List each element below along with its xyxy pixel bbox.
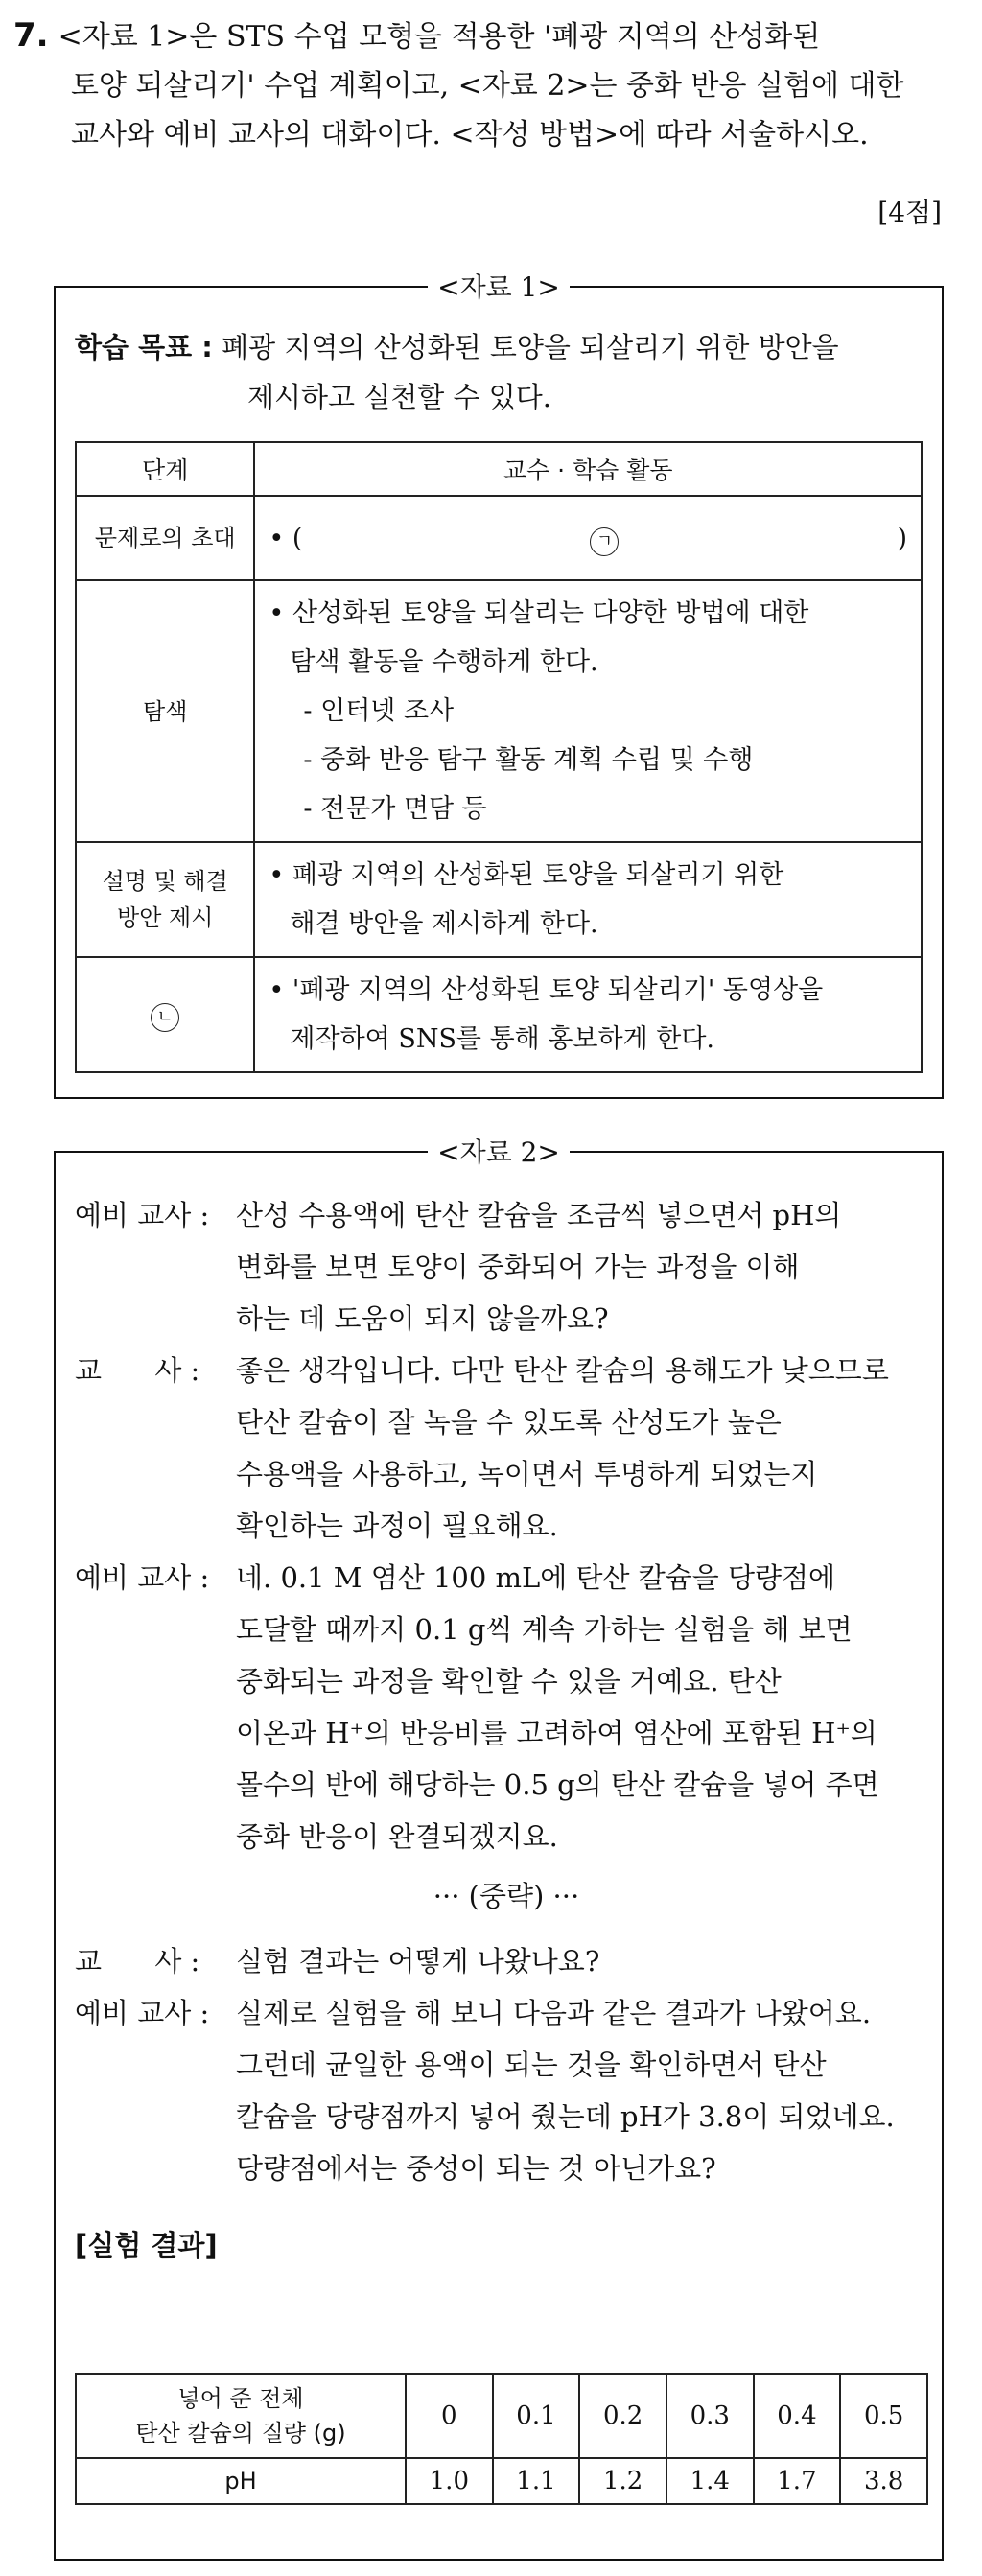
dialogue-line: 중화 반응이 완결되겠지요. <box>236 1820 558 1853</box>
question-line: <자료 1>은 STS 수업 모형을 적용한 '폐광 지역의 산성화된 <box>58 20 821 54</box>
activity-line: 탐색 활동을 수행하게 한다. <box>290 647 598 677</box>
material2-title: <자료 2> <box>428 1136 570 1168</box>
goal-label: 학습 목표 : <box>75 331 213 363</box>
stage-cell: 탐색 <box>76 580 254 842</box>
table-row <box>76 2374 927 2458</box>
ph-cell: 1.2 <box>579 2458 666 2504</box>
activity-line: - 전문가 면담 등 <box>303 794 487 824</box>
material2-box <box>54 1136 944 2561</box>
dialogue-line: 탄산 칼슘이 잘 녹을 수 있도록 산성도가 높은 <box>236 1406 782 1439</box>
dialogue-turn <box>75 1935 938 1987</box>
stage-line: 설명 및 해결 <box>102 868 228 895</box>
stage-cell <box>76 957 254 1072</box>
dialogue-turn <box>75 1987 938 2194</box>
dialogue-line: 수용액을 사용하고, 녹이면서 투명하게 되었는지 <box>236 1458 818 1490</box>
dialogue-turn <box>75 1552 938 1862</box>
question-line: 토양 되살리기' 수업 계획이고, <자료 2>는 중화 반응 실험에 대한 <box>71 69 904 103</box>
activity-line: • 산성화된 토양을 되살리는 다양한 방법에 대한 <box>269 598 809 628</box>
material1-box <box>54 271 944 1099</box>
speaker-label: 교 사 : <box>75 1945 200 1978</box>
mass-cell: 0.5 <box>840 2374 927 2458</box>
table-header-activity: 교수 · 학습 활동 <box>254 442 922 496</box>
dialogue-block <box>75 1189 938 2271</box>
ph-cell: 1.4 <box>666 2458 754 2504</box>
ph-cell: 1.0 <box>406 2458 493 2504</box>
table-row <box>76 580 922 842</box>
stage-line: 방안 제시 <box>117 904 214 931</box>
question-number: 7. <box>13 16 49 55</box>
ellipsis-note: ··· (중략) ··· <box>433 1880 580 1912</box>
result-table <box>75 2373 928 2505</box>
table-row <box>76 2458 927 2504</box>
activity-line: • ( ㄱ ) <box>269 514 907 563</box>
dialogue-line: 이온과 H⁺의 반응비를 고려하여 염산에 포함된 H⁺의 <box>236 1717 877 1749</box>
mass-cell: 0.1 <box>493 2374 580 2458</box>
dialogue-line: 하는 데 도움이 되지 않을까요? <box>236 1302 609 1335</box>
result-title: [실험 결과] <box>75 2229 218 2261</box>
dialogue-turn <box>75 1189 938 1345</box>
mass-cell: 0.4 <box>754 2374 841 2458</box>
dialogue-line: 도달할 때까지 0.1 g씩 계속 가하는 실험을 해 보면 <box>236 1613 853 1646</box>
ph-cell: 3.8 <box>840 2458 927 2504</box>
result-header-line: 탄산 칼슘의 질량 (g) <box>135 2420 346 2447</box>
ph-cell: 1.1 <box>493 2458 580 2504</box>
goal-text: 폐광 지역의 산성화된 토양을 되살리기 위한 방안을 <box>222 331 839 363</box>
dialogue-line: 중화되는 과정을 확인할 수 있을 거예요. 탄산 <box>236 1665 782 1698</box>
points-label: [4점] <box>877 197 942 228</box>
activity-line: 해결 방안을 제시하게 한다. <box>290 909 598 939</box>
question-stem <box>13 12 963 159</box>
dialogue-line: 그런데 균일한 용액이 되는 것을 확인하면서 탄산 <box>236 2049 827 2081</box>
blank-marker-b: ㄴ <box>151 1003 179 1032</box>
speaker-label: 예비 교사 : <box>75 1997 210 2029</box>
result-header-cell <box>76 2374 406 2458</box>
table-row <box>76 957 922 1072</box>
speaker-label: 예비 교사 : <box>75 1561 210 1594</box>
lesson-plan-table <box>75 441 923 1073</box>
ph-cell: 1.7 <box>754 2458 841 2504</box>
dialogue-line: 변화를 보면 토양이 중화되어 가는 과정을 이해 <box>236 1251 800 1283</box>
activity-line: - 중화 반응 탐구 활동 계획 수립 및 수행 <box>303 745 754 775</box>
activity-line: • '폐광 지역의 산성화된 토양 되살리기' 동영상을 <box>269 975 824 1005</box>
goal-text: 제시하고 실천할 수 있다. <box>247 381 552 413</box>
dialogue-line: 좋은 생각입니다. 다만 탄산 칼슘의 용해도가 낮으므로 <box>236 1354 889 1387</box>
dialogue-line: 실험 결과는 어떻게 나왔나요? <box>236 1945 600 1978</box>
blank-marker-a: ㄱ <box>590 527 619 556</box>
stage-cell: 문제로의 초대 <box>76 496 254 580</box>
dialogue-line: 칼슘을 당량점까지 넣어 줬는데 pH가 3.8이 되었네요. <box>236 2100 895 2133</box>
learning-goal <box>75 322 839 422</box>
speaker-label: 교 사 : <box>75 1354 200 1387</box>
dialogue-line: 몰수의 반에 해당하는 0.5 g의 탄산 칼슘을 넣어 주면 <box>236 1768 879 1801</box>
activity-line: - 인터넷 조사 <box>303 696 455 726</box>
stage-cell <box>76 842 254 957</box>
result-header-line: 넣어 준 전체 <box>177 2385 304 2412</box>
question-line: 교사와 예비 교사의 대화이다. <작성 방법>에 따라 서술하시오. <box>71 118 869 152</box>
dialogue-line: 산성 수용액에 탄산 칼슘을 조금씩 넣으면서 pH의 <box>236 1199 842 1231</box>
activity-line: • 폐광 지역의 산성화된 토양을 되살리기 위한 <box>269 860 784 890</box>
table-row <box>76 496 922 580</box>
mass-cell: 0.3 <box>666 2374 754 2458</box>
dialogue-line: 네. 0.1 M 염산 100 mL에 탄산 칼슘을 당량점에 <box>236 1561 836 1594</box>
material1-title: <자료 1> <box>428 271 570 303</box>
dialogue-turn <box>75 1345 938 1552</box>
speaker-label: 예비 교사 : <box>75 1199 210 1231</box>
dialogue-line: 당량점에서는 중성이 되는 것 아닌가요? <box>236 2152 716 2185</box>
ph-label-cell: pH <box>76 2458 406 2504</box>
table-row <box>76 842 922 957</box>
activity-line: 제작하여 SNS를 통해 홍보하게 한다. <box>290 1024 715 1054</box>
mass-cell: 0.2 <box>579 2374 666 2458</box>
dialogue-line: 확인하는 과정이 필요해요. <box>236 1510 558 1542</box>
dialogue-line: 실제로 실험을 해 보니 다음과 같은 결과가 나왔어요. <box>236 1997 872 2029</box>
table-header-stage: 단계 <box>76 442 254 496</box>
mass-cell: 0 <box>406 2374 493 2458</box>
